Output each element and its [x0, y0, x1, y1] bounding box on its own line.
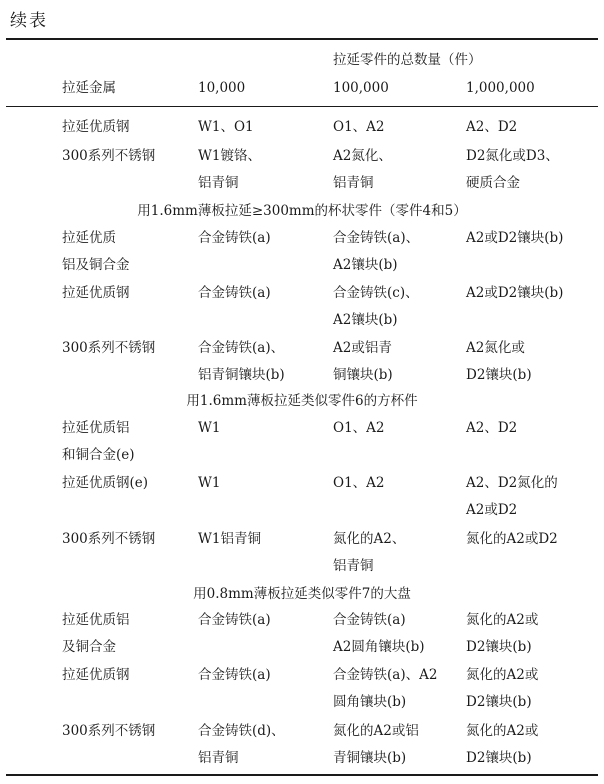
row-die-material-10k: 合金铸铁(a) [198, 612, 271, 628]
row-die-material-1m: D2氮化或D3、 硬质合金 [466, 148, 559, 191]
row-die-material-1m: 氮化的A2或 D2镶块(b) [466, 723, 539, 766]
row-die-material-10k: W1 [198, 475, 221, 491]
row-die-material-10k: W1 [198, 420, 221, 436]
row-die-material-1m: A2或D2镶块(b) [466, 285, 564, 301]
row-die-material-100k: O1、A2 [333, 475, 385, 491]
row-metal: 拉延优质铝 及铜合金 [62, 612, 130, 655]
header-metal: 拉延金属 [62, 80, 116, 96]
section-caption: 用1.6mm薄板拉延≥300mm的杯状零件（零件4和5） [137, 203, 467, 219]
row-die-material-100k: 合金铸铁(c)、 A2镶块(b) [333, 285, 419, 328]
row-die-material-1m: A2、D2氮化的 A2或D2 [466, 475, 558, 518]
header-quantity-3: 1,000,000 [466, 80, 535, 96]
row-metal: 300系列不锈钢 [62, 723, 156, 739]
row-die-material-1m: A2、D2 [466, 420, 518, 436]
row-die-material-100k: 氮化的A2或铝 青铜镶块(b) [333, 723, 419, 766]
header-quantity-2: 100,000 [333, 80, 389, 96]
row-die-material-10k: 合金铸铁(a) [198, 667, 271, 683]
row-die-material-100k: 合金铸铁(a) A2圆角镶块(b) [333, 612, 425, 655]
row-die-material-10k: W1、O1 [198, 119, 254, 135]
row-die-material-1m: A2、D2 [466, 119, 518, 135]
row-die-material-10k: 合金铸铁(d)、 铝青铜 [198, 723, 285, 766]
row-die-material-10k: W1铝青铜 [198, 531, 261, 547]
row-die-material-1m: A2或D2镶块(b) [466, 230, 564, 246]
row-die-material-1m: 氮化的A2或D2 [466, 531, 558, 547]
row-metal: 300系列不锈钢 [62, 531, 156, 547]
row-die-material-10k: 合金铸铁(a) [198, 285, 271, 301]
section-caption: 用1.6mm薄板拉延类似零件6的方杯件 [186, 393, 418, 409]
row-metal: 拉延优质铝 和铜合金(e) [62, 420, 135, 463]
row-die-material-10k: 合金铸铁(a) [198, 230, 271, 246]
header-quantity-1: 10,000 [198, 80, 246, 96]
table-top-rule [6, 38, 598, 40]
row-die-material-100k: 合金铸铁(a)、 A2镶块(b) [333, 230, 420, 273]
row-metal: 拉延优质钢 [62, 667, 130, 683]
row-die-material-1m: 氮化的A2或 D2镶块(b) [466, 667, 539, 710]
header-quantity-group: 拉延零件的总数量（件） [333, 52, 482, 68]
row-die-material-10k: W1镀铬、 铝青铜 [198, 148, 261, 191]
row-die-material-10k: 合金铸铁(a)、 铝青铜镶块(b) [198, 340, 285, 383]
row-die-material-100k: 合金铸铁(a)、A2 圆角镶块(b) [333, 667, 438, 710]
row-die-material-100k: A2氮化、 铝青铜 [333, 148, 392, 191]
row-die-material-1m: A2氮化或 D2镶块(b) [466, 340, 532, 383]
table-bottom-rule [6, 774, 598, 776]
header-rule [6, 106, 598, 107]
row-metal: 300系列不锈钢 [62, 340, 156, 356]
row-die-material-100k: A2或铝青 铜镶块(b) [333, 340, 393, 383]
row-die-material-100k: O1、A2 [333, 119, 385, 135]
row-die-material-100k: O1、A2 [333, 420, 385, 436]
section-caption: 用0.8mm薄板拉延类似零件7的大盘 [193, 586, 411, 602]
row-die-material-100k: 氮化的A2、 铝青铜 [333, 531, 406, 574]
row-die-material-1m: 氮化的A2或 D2镶块(b) [466, 612, 539, 655]
page-title: 续表 [10, 11, 48, 31]
row-metal: 拉延优质钢 [62, 285, 130, 301]
row-metal: 拉延优质 铝及铜合金 [62, 230, 130, 273]
row-metal: 拉延优质钢 [62, 119, 130, 135]
row-metal: 300系列不锈钢 [62, 148, 156, 164]
row-metal: 拉延优质钢(e) [62, 475, 149, 491]
